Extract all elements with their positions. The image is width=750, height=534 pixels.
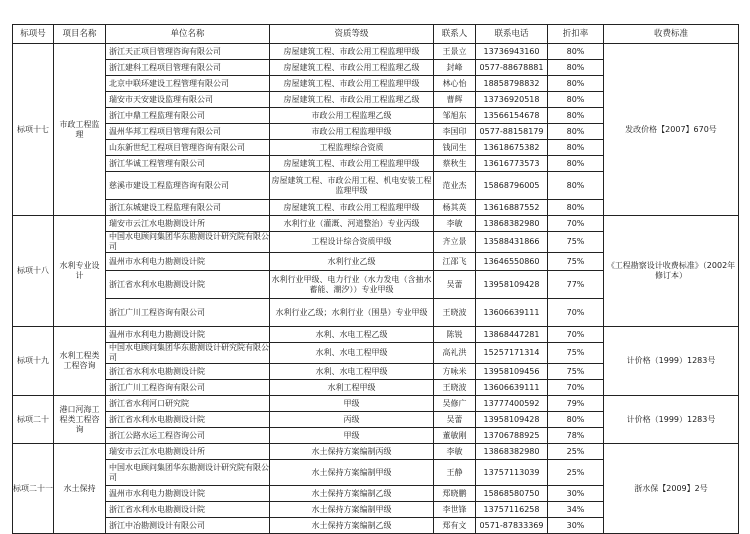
contact-cell: 王晓波 (434, 380, 476, 396)
phone-cell: 0577-88158179 (476, 124, 548, 140)
tender-table (12, 24, 739, 534)
discount-cell: 80% (548, 44, 604, 60)
phone-cell: 13606639111 (476, 380, 548, 396)
grade-cell: 水土保持方案编制乙级 (270, 486, 434, 502)
contact-cell: 李国印 (434, 124, 476, 140)
discount-cell: 80% (548, 76, 604, 92)
discount-cell: 75% (548, 253, 604, 271)
phone-cell: 13868382980 (476, 216, 548, 232)
header-discount: 折扣率 (548, 25, 604, 44)
phone-cell: 13566154678 (476, 108, 548, 124)
company-cell: 中国水电顾问集团华东勘测设计研究院有限公司 (106, 232, 270, 253)
contact-cell: 郑有文 (434, 518, 476, 534)
lot-cell: 标项十九 (13, 327, 54, 396)
phone-cell: 13616773573 (476, 156, 548, 172)
header-phone: 联系电话 (476, 25, 548, 44)
phone-cell: 15868796005 (476, 172, 548, 200)
phone-cell: 18858798832 (476, 76, 548, 92)
company-cell: 浙江中鼎工程监理有限公司 (106, 108, 270, 124)
contact-cell: 李世锋 (434, 502, 476, 518)
company-cell: 北京中联环建设工程管理有限公司 (106, 76, 270, 92)
table-row (13, 327, 739, 343)
grade-cell: 房屋建筑工程、市政公用工程、机电安装工程监理甲级 (270, 172, 434, 200)
company-cell: 温州市水利电力勘测设计院 (106, 253, 270, 271)
phone-cell: 13958109456 (476, 364, 548, 380)
discount-cell: 75% (548, 364, 604, 380)
header-company: 单位名称 (106, 25, 270, 44)
company-cell: 山东新世纪工程项目管理咨询有限公司 (106, 140, 270, 156)
contact-cell: 封峰 (434, 60, 476, 76)
discount-cell: 25% (548, 460, 604, 486)
grade-cell: 甲级 (270, 396, 434, 412)
grade-cell: 房屋建筑工程、市政公用工程监理甲级 (270, 200, 434, 216)
grade-cell: 水土保持方案编制甲级 (270, 502, 434, 518)
project-cell: 水利工程类工程咨询 (54, 327, 106, 396)
grade-cell: 房屋建筑工程、市政公用工程监理甲级 (270, 44, 434, 60)
grade-cell: 水利行业乙级 (270, 253, 434, 271)
contact-cell: 江邵飞 (434, 253, 476, 271)
header-lot: 标项号 (13, 25, 54, 44)
contact-cell: 邹旭东 (434, 108, 476, 124)
document-table-page (12, 24, 739, 534)
table-row (13, 44, 739, 60)
project-cell: 水利专业设计 (54, 216, 106, 327)
fee-standard-cell: 计价格（1999）1283号 (604, 396, 739, 444)
company-cell: 中国水电顾问集团华东勘测设计研究院有限公司 (106, 343, 270, 364)
company-cell: 浙江省水利水电勘测设计院 (106, 364, 270, 380)
header-fee: 收费标准 (604, 25, 739, 44)
lot-cell: 标项十七 (13, 44, 54, 216)
company-cell: 浙江天正项目管理咨询有限公司 (106, 44, 270, 60)
phone-cell: 13646550860 (476, 253, 548, 271)
project-cell: 港口河海工程类工程咨询 (54, 396, 106, 444)
company-cell: 中国水电顾问集团华东勘测设计研究院有限公司 (106, 460, 270, 486)
contact-cell: 王晓波 (434, 299, 476, 327)
discount-cell: 80% (548, 412, 604, 428)
company-cell: 浙江广川工程咨询有限公司 (106, 380, 270, 396)
grade-cell: 水土保持方案编制丙级 (270, 444, 434, 460)
fee-standard-cell: 发改价格【2007】670号 (604, 44, 739, 216)
table-row (13, 444, 739, 460)
lot-cell: 标项二十 (13, 396, 54, 444)
company-cell: 浙江公路水运工程咨询公司 (106, 428, 270, 444)
discount-cell: 77% (548, 271, 604, 299)
company-cell: 温州市水利电力勘测设计院 (106, 327, 270, 343)
header-contact: 联系人 (434, 25, 476, 44)
contact-cell: 李敏 (434, 444, 476, 460)
phone-cell: 15257171314 (476, 343, 548, 364)
grade-cell: 水利行业（灌溉、河道整治）专业丙级 (270, 216, 434, 232)
company-cell: 浙江华诚工程管理有限公司 (106, 156, 270, 172)
company-cell: 浙江省水利水电勘测设计院 (106, 271, 270, 299)
discount-cell: 25% (548, 444, 604, 460)
discount-cell: 70% (548, 299, 604, 327)
contact-cell: 高礼洪 (434, 343, 476, 364)
discount-cell: 34% (548, 502, 604, 518)
grade-cell: 市政公用工程监理甲级 (270, 124, 434, 140)
grade-cell: 房屋建筑工程、市政公用工程监理甲级 (270, 76, 434, 92)
company-cell: 浙江中冶勘测设计有限公司 (106, 518, 270, 534)
grade-cell: 水利、水电工程乙级 (270, 327, 434, 343)
discount-cell: 80% (548, 124, 604, 140)
contact-cell: 郑晓鹏 (434, 486, 476, 502)
grade-cell: 丙级 (270, 412, 434, 428)
discount-cell: 70% (548, 327, 604, 343)
fee-standard-cell: 计价格（1999）1283号 (604, 327, 739, 396)
discount-cell: 79% (548, 396, 604, 412)
company-cell: 瑞安市天安建设监理有限公司 (106, 92, 270, 108)
phone-cell: 13706788925 (476, 428, 548, 444)
grade-cell: 水利工程甲级 (270, 380, 434, 396)
discount-cell: 80% (548, 156, 604, 172)
company-cell: 温州华邦工程项目管理有限公司 (106, 124, 270, 140)
contact-cell: 曹辉 (434, 92, 476, 108)
grade-cell: 水利行业甲级、电力行业（水力发电（含抽水蓄能、潮汐））专业甲级 (270, 271, 434, 299)
discount-cell: 30% (548, 486, 604, 502)
company-cell: 浙江广川工程咨询有限公司 (106, 299, 270, 327)
discount-cell: 80% (548, 92, 604, 108)
header-row (13, 25, 739, 44)
phone-cell: 13606639111 (476, 299, 548, 327)
phone-cell: 13736943160 (476, 44, 548, 60)
contact-cell: 杨其英 (434, 200, 476, 216)
phone-cell: 13868447281 (476, 327, 548, 343)
table-row (13, 216, 739, 232)
company-cell: 浙江建科工程项目管理有限公司 (106, 60, 270, 76)
grade-cell: 工程设计综合资质甲级 (270, 232, 434, 253)
company-cell: 浙江省水利河口研究院 (106, 396, 270, 412)
discount-cell: 70% (548, 216, 604, 232)
contact-cell: 董敏刚 (434, 428, 476, 444)
lot-cell: 标项二十一 (13, 444, 54, 534)
discount-cell: 80% (548, 60, 604, 76)
phone-cell: 15868580750 (476, 486, 548, 502)
fee-standard-cell: 浙水保【2009】2号 (604, 444, 739, 534)
header-project: 项目名称 (54, 25, 106, 44)
phone-cell: 13958109428 (476, 271, 548, 299)
phone-cell: 13958109428 (476, 412, 548, 428)
company-cell: 浙江省水利水电勘测设计院 (106, 502, 270, 518)
discount-cell: 80% (548, 140, 604, 156)
company-cell: 瑞安市云江水电勘测设计所 (106, 444, 270, 460)
contact-cell: 陈锐 (434, 327, 476, 343)
grade-cell: 房屋建筑工程、市政公用工程监理甲级 (270, 156, 434, 172)
grade-cell: 房屋建筑工程、市政公用工程监理乙级 (270, 60, 434, 76)
contact-cell: 钱同生 (434, 140, 476, 156)
discount-cell: 75% (548, 232, 604, 253)
contact-cell: 吴蕾 (434, 271, 476, 299)
header-grade: 资质等级 (270, 25, 434, 44)
grade-cell: 水利行业乙级；水利行业（围垦）专业甲级 (270, 299, 434, 327)
discount-cell: 80% (548, 108, 604, 124)
company-cell: 浙江省水利水电勘测设计院 (106, 412, 270, 428)
phone-cell: 13588431866 (476, 232, 548, 253)
phone-cell: 13616887552 (476, 200, 548, 216)
phone-cell: 0571-87833369 (476, 518, 548, 534)
contact-cell: 齐立景 (434, 232, 476, 253)
grade-cell: 甲级 (270, 428, 434, 444)
fee-standard-cell: 《工程勘察设计收费标准》（2002年修订本） (604, 216, 739, 327)
company-cell: 浙江东城建设工程监理有限公司 (106, 200, 270, 216)
phone-cell: 13736920518 (476, 92, 548, 108)
contact-cell: 李敏 (434, 216, 476, 232)
table-row (13, 396, 739, 412)
phone-cell: 13757116258 (476, 502, 548, 518)
phone-cell: 0577-88678881 (476, 60, 548, 76)
grade-cell: 水利、水电工程甲级 (270, 364, 434, 380)
discount-cell: 75% (548, 343, 604, 364)
project-cell: 水土保持 (54, 444, 106, 534)
phone-cell: 13757113039 (476, 460, 548, 486)
contact-cell: 林心怡 (434, 76, 476, 92)
lot-cell: 标项十八 (13, 216, 54, 327)
contact-cell: 吴修广 (434, 396, 476, 412)
grade-cell: 水利、水电工程甲级 (270, 343, 434, 364)
discount-cell: 30% (548, 518, 604, 534)
discount-cell: 70% (548, 380, 604, 396)
grade-cell: 市政公用工程监理乙级 (270, 108, 434, 124)
phone-cell: 13868382980 (476, 444, 548, 460)
contact-cell: 王静 (434, 460, 476, 486)
grade-cell: 水土保持方案编制甲级 (270, 460, 434, 486)
discount-cell: 80% (548, 200, 604, 216)
company-cell: 瑞安市云江水电勘测设计所 (106, 216, 270, 232)
phone-cell: 13618675382 (476, 140, 548, 156)
company-cell: 温州市水利电力勘测设计院 (106, 486, 270, 502)
phone-cell: 13777400592 (476, 396, 548, 412)
contact-cell: 范业杰 (434, 172, 476, 200)
company-cell: 慈溪市建设工程监理咨询有限公司 (106, 172, 270, 200)
grade-cell: 工程监理综合资质 (270, 140, 434, 156)
grade-cell: 房屋建筑工程、市政公用工程监理乙级 (270, 92, 434, 108)
discount-cell: 78% (548, 428, 604, 444)
contact-cell: 王景立 (434, 44, 476, 60)
grade-cell: 水土保持方案编制乙级 (270, 518, 434, 534)
project-cell: 市政工程监理 (54, 44, 106, 216)
contact-cell: 方咏米 (434, 364, 476, 380)
contact-cell: 蔡秋生 (434, 156, 476, 172)
discount-cell: 80% (548, 172, 604, 200)
contact-cell: 吴蕾 (434, 412, 476, 428)
